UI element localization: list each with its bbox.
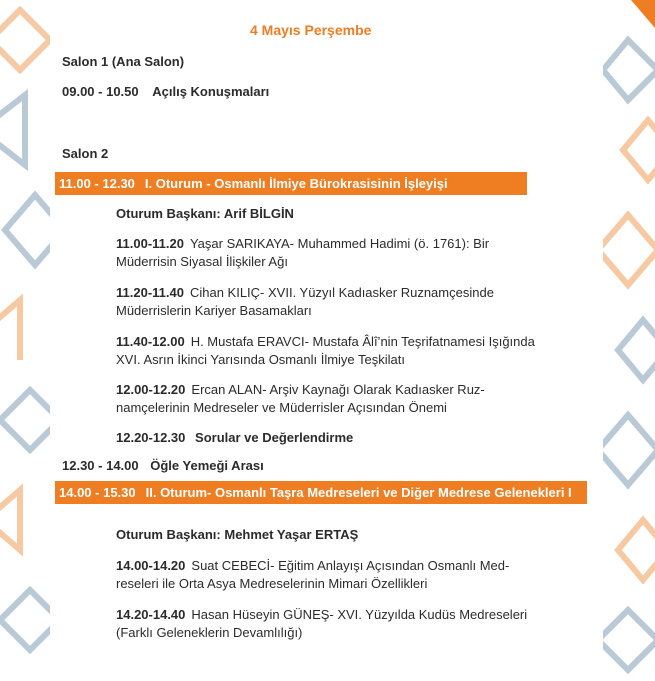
talk-time: 11.20-11.40: [116, 285, 184, 300]
session1-chair-name: Arif BİLGİN: [223, 206, 294, 221]
lunch-time: 12.30 - 14.00: [62, 458, 139, 473]
session1-talk-3: [116, 333, 546, 369]
lunch-title: Öğle Yemeği Arası: [150, 458, 264, 473]
talk-text: Suat CEBECİ- Eğitim Anlayışı Açısından Osmanlı Medreseleri ile Orta Asya Medreselerinin Mimari Özellikleri: [116, 558, 510, 591]
talk-time: 14.00-14.20: [116, 558, 186, 573]
date-heading: 4 Mayıs Perşembe: [250, 22, 372, 38]
opening-row: [62, 84, 269, 99]
lunch-row: [62, 458, 264, 473]
talk-text: Yaşar SARIKAYA- Muhammed Hadimi (ö. 1761): Bir Müderrisin Siyasal İlişkiler Ağı: [116, 236, 490, 269]
session2-talk-2: [116, 606, 546, 642]
talk-time: 11.00-11.20: [116, 236, 184, 251]
session2-chair-name: Mehmet Yaşar ERTAŞ: [224, 527, 359, 542]
session1-talk-4: [116, 381, 546, 417]
session1-header-bar: [55, 172, 527, 195]
session2-talk-1: [116, 557, 546, 593]
session1-title: I. Oturum - Osmanlı İlmiye Bürokrasisinin İşleyişi: [144, 176, 448, 191]
session2-chair-label: Oturum Başkanı:: [116, 527, 221, 542]
talk-time: 14.20-14.40: [116, 607, 186, 622]
talk-text: Hasan Hüseyin GÜNEŞ- XVI. Yüzyılda Kudüs Medreseleri (Farklı Geleneklerin Devamlılığı): [116, 607, 528, 640]
session1-time: 11.00 - 12.30: [59, 176, 135, 191]
salon1-title: Salon 1 (Ana Salon): [62, 54, 185, 69]
salon2-title: Salon 2: [62, 146, 109, 161]
opening-time: 09.00 - 10.50: [62, 84, 139, 99]
session2-header-bar: [55, 481, 587, 504]
session1-chair-label: Oturum Başkanı:: [116, 206, 221, 221]
session2-title: II. Oturum- Osmanlı Taşra Medreseleri ve Diğer Medrese Gelenekleri I: [145, 485, 572, 500]
talk-text: Ercan ALAN- Arşiv Kaynağı Olarak Kadıasker Ruznamçelerinin Medreseler ve Müderrisler Açısından Önemi: [116, 382, 485, 415]
opening-title: Açılış Konuşmaları: [152, 84, 270, 99]
qa-title: Sorular ve Değerlendirme: [195, 430, 354, 445]
talk-time: 11.40-12.00: [116, 334, 185, 349]
qa-time: 12.20-12.30: [116, 430, 186, 445]
session1-chair: [116, 206, 294, 221]
session2-chair: [116, 527, 358, 542]
session1-talk-1: [116, 235, 546, 271]
session1-qa: [116, 430, 353, 445]
talk-time: 12.00-12.20: [116, 382, 186, 397]
talk-text: H. Mustafa ERAVCI- Mustafa Âlî’nin Teşrifatnamesi Işığında XVI. Asrın İkinci Yarısında Osmanlı İlmiye Teşkilatı: [116, 334, 535, 367]
session1-talk-2: [116, 284, 546, 320]
session2-time: 14.00 - 15.30: [59, 485, 136, 500]
talk-text: Cihan KILIÇ- XVII. Yüzyıl Kadıasker Ruznamçesinde Müderrislerin Kariyer Basamakları: [116, 285, 494, 318]
